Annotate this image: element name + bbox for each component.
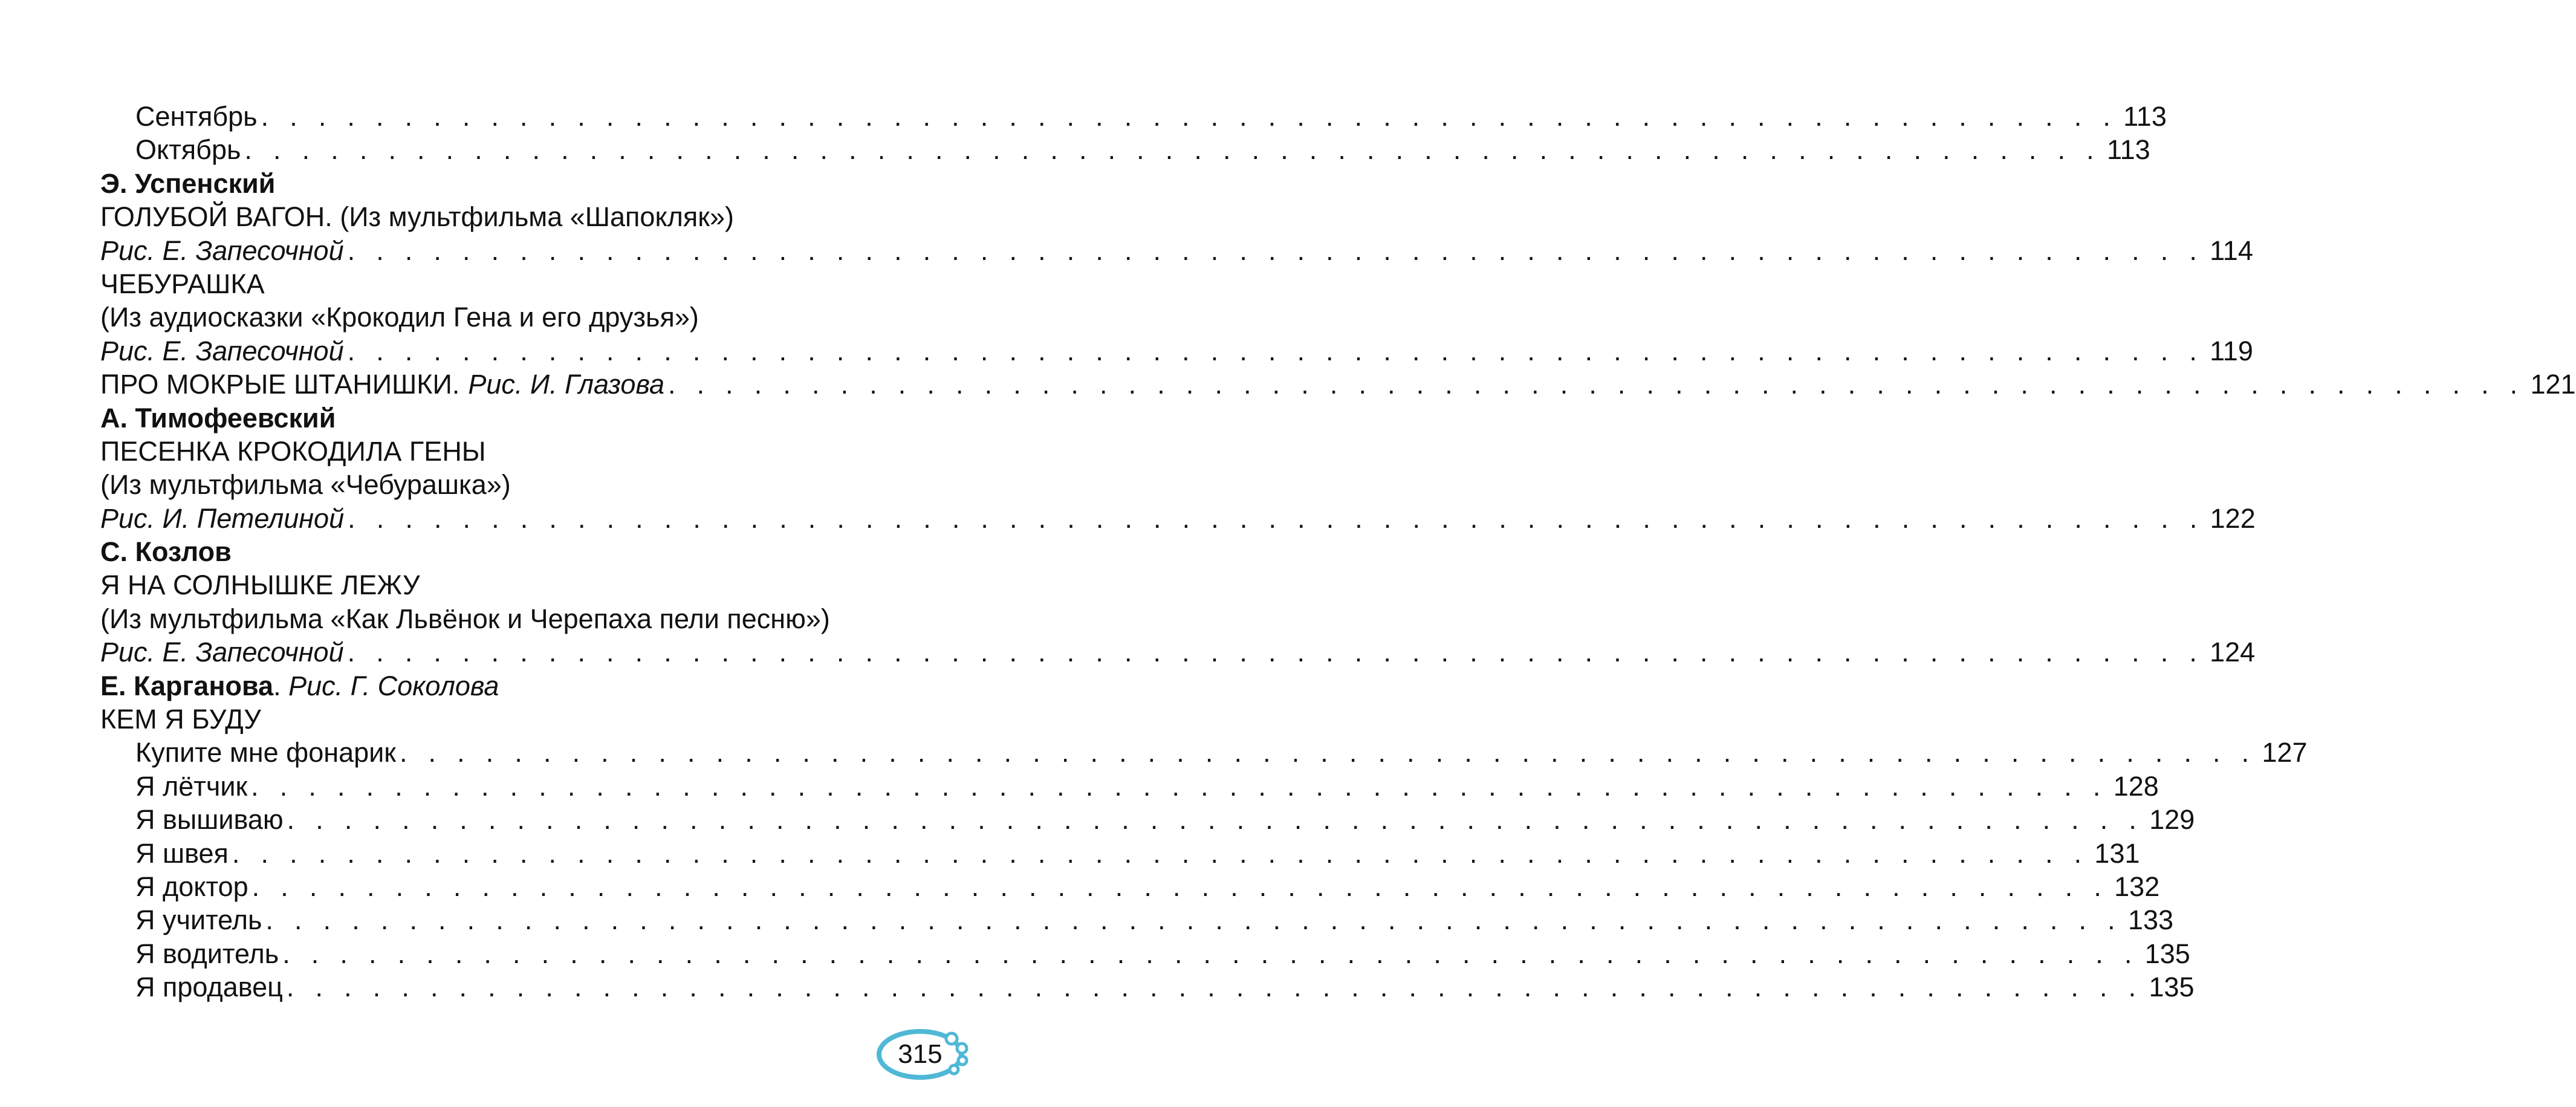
page-ref: 119 xyxy=(2210,335,2253,366)
page-ref: 133 xyxy=(2127,904,2174,936)
page-ref: 121 xyxy=(2530,369,2576,400)
toc-entry[interactable] xyxy=(100,267,896,300)
entry-subtitle: (Из аудиосказки «Крокодил Гена и его друзья») xyxy=(100,302,699,333)
page-ref: 135 xyxy=(2144,938,2190,969)
author-separator: . xyxy=(273,670,289,701)
toc-entry[interactable] xyxy=(100,736,2308,769)
illustrator-credit: Рис. И. Глазова xyxy=(468,369,664,400)
dot-leader: . . . . . . . . . . . . . . . . . . . . . . . . . . . . . . . . . . . . . . . . . . . . . . . . . . . . . . . . . . . . . . . . . xyxy=(251,770,2107,802)
toc-entry[interactable] xyxy=(100,903,2174,937)
illustrator-credit: Рис. Е. Запесочной xyxy=(100,335,344,366)
author-name: Э. Успенский xyxy=(100,167,276,199)
page-ref: 132 xyxy=(2114,871,2160,902)
page-ref: 124 xyxy=(2210,637,2256,668)
entry-subtitle-line xyxy=(100,602,896,635)
entry-subtitle: (Из мультфильма «Как Львёнок и Черепаха пели песню») xyxy=(100,603,830,634)
page-number-badge xyxy=(877,1025,973,1083)
toc-entry[interactable] xyxy=(100,368,2576,401)
toc-entry[interactable] xyxy=(100,870,2160,903)
author-heading xyxy=(100,401,896,435)
dot-leader: . . . . . . . . . . . . . . . . . . . . . . . . . . . . . . . . . . . . . . . . . . . . . . . . . . . . . . . . . . . . . . . . . xyxy=(232,837,2089,869)
author-name: С. Козлов xyxy=(100,536,232,568)
entry-title: Я учитель xyxy=(135,904,262,936)
entry-subtitle: (Из мультфильма «Чебурашка») xyxy=(100,469,511,501)
illustrator-credit: Рис. Г. Соколова xyxy=(288,670,499,701)
author-heading xyxy=(100,167,896,200)
toc-entry[interactable] xyxy=(100,970,2195,1004)
author-name: А. Тимофеевский xyxy=(100,402,336,433)
toc-entry[interactable] xyxy=(100,200,896,233)
entry-title: Октябрь xyxy=(135,134,241,166)
author-name: Е. Карганова xyxy=(100,670,274,701)
page-ref: 122 xyxy=(2210,502,2256,534)
dot-leader: . . . . . . . . . . . . . . . . . . . . . . . . . . . . . . . . . . . . . . . . . . . . . . . . . . . . . . . . . . . . . . . . . xyxy=(348,502,2204,534)
entry-title: КЕМ Я БУДУ xyxy=(100,704,261,735)
toc-entry[interactable] xyxy=(100,937,2190,970)
dot-leader: . . . . . . . . . . . . . . . . . . . . . . . . . . . . . . . . . . . . . . . . . . . . . . . . . . . . . . . . . . . . . . . . . xyxy=(244,134,2101,166)
toc-entry[interactable] xyxy=(100,234,2253,267)
entry-title: Купите мне фонарик xyxy=(135,737,396,768)
page-ref: 113 xyxy=(2106,134,2150,166)
entry-title: Я доктор xyxy=(135,871,248,902)
toc-entry[interactable] xyxy=(100,837,2140,870)
dot-leader: . . . . . . . . . . . . . . . . . . . . . . . . . . . . . . . . . . . . . . . . . . . . . . . . . . . . . . . . . . . . . . . . . xyxy=(347,637,2204,668)
dot-leader: . . . . . . . . . . . . . . . . . . . . . . . . . . . . . . . . . . . . . . . . . . . . . . . . . . . . . . . . . . . . . . . . . xyxy=(287,804,2144,836)
toc-entry[interactable] xyxy=(100,803,2195,836)
page-ref: 131 xyxy=(2094,837,2140,869)
toc-entry[interactable] xyxy=(100,770,2159,803)
dot-leader: . . . . . . . . . . . . . . . . . . . . . . . . . . . . . . . . . . . . . . . . . . . . . . . . . . . . . . . . . . . . . . . . . xyxy=(265,904,2122,936)
page-ref: 128 xyxy=(2113,770,2159,802)
illustrator-credit: Рис. Е. Запесочной xyxy=(100,637,344,668)
entry-title: ПРО МОКРЫЕ ШТАНИШКИ. xyxy=(100,369,460,400)
author-heading xyxy=(100,669,896,703)
toc-entry[interactable] xyxy=(100,133,2150,166)
dot-leader: . . . . . . . . . . . . . . . . . . . . . . . . . . . . . . . . . . . . . . . . . . . . . . . . . . . . . . . . . . . . . . . . . xyxy=(347,235,2204,266)
toc-entry[interactable] xyxy=(100,100,2167,133)
dot-leader: . . . . . . . . . . . . . . . . . . . . . . . . . . . . . . . . . . . . . . . . . . . . . . . . . . . . . . . . . . . . . . . . . xyxy=(399,737,2256,768)
entry-title: Я водитель xyxy=(135,938,279,969)
toc-entry[interactable] xyxy=(100,568,896,602)
toc-entry[interactable] xyxy=(100,334,2253,368)
toc-entry[interactable] xyxy=(100,635,2256,669)
page-ref: 135 xyxy=(2149,972,2195,1003)
entry-title: Я лётчик xyxy=(135,770,248,802)
dot-leader: . . . . . . . . . . . . . . . . . . . . . . . . . . . . . . . . . . . . . . . . . . . . . . . . . . . . . . . . . . . . . . . . . xyxy=(667,369,2525,400)
entry-title: ГОЛУБОЙ ВАГОН. (Из мультфильма «Шапокляк») xyxy=(100,201,734,233)
entry-title: Я вышиваю xyxy=(135,804,284,836)
dot-leader: . . . . . . . . . . . . . . . . . . . . . . . . . . . . . . . . . . . . . . . . . . . . . . . . . . . . . . . . . . . . . . . . . xyxy=(282,938,2139,969)
entry-title: Сентябрь xyxy=(135,101,258,132)
toc-entry[interactable] xyxy=(100,435,896,468)
dot-leader: . . . . . . . . . . . . . . . . . . . . . . . . . . . . . . . . . . . . . . . . . . . . . . . . . . . . . . . . . . . . . . . . . xyxy=(347,335,2204,366)
page-ref: 127 xyxy=(2262,737,2308,768)
page-ref: 129 xyxy=(2149,804,2195,836)
dot-leader: . . . . . . . . . . . . . . . . . . . . . . . . . . . . . . . . . . . . . . . . . . . . . . . . . . . . . . . . . . . . . . . . . xyxy=(251,871,2109,902)
entry-title: ЧЕБУРАШКА xyxy=(100,268,265,299)
toc-entry[interactable] xyxy=(100,502,2256,535)
entry-title: Я швея xyxy=(135,837,229,869)
author-heading xyxy=(100,535,896,568)
entry-title: Я НА СОЛНЫШКЕ ЛЕЖУ xyxy=(100,570,420,601)
dot-leader: . . . . . . . . . . . . . . . . . . . . . . . . . . . . . . . . . . . . . . . . . . . . . . . . . . . . . . . . . . . . . . . . . xyxy=(261,101,2118,132)
dot-leader: . . . . . . . . . . . . . . . . . . . . . . . . . . . . . . . . . . . . . . . . . . . . . . . . . . . . . . . . . . . . . . . . . xyxy=(286,972,2143,1003)
entry-title: ПЕСЕНКА КРОКОДИЛА ГЕНЫ xyxy=(100,435,486,467)
page-number: 315 xyxy=(898,1039,942,1069)
entry-subtitle-line xyxy=(100,300,896,334)
entry-subtitle-line xyxy=(100,468,896,501)
page-ref: 114 xyxy=(2210,235,2253,266)
table-of-contents xyxy=(100,100,2576,1004)
illustrator-credit: Рис. И. Петелиной xyxy=(100,502,345,534)
toc-entry[interactable] xyxy=(100,703,896,736)
illustrator-credit: Рис. Е. Запесочной xyxy=(100,235,344,266)
entry-title: Я продавец xyxy=(135,972,283,1003)
page-ref: 113 xyxy=(2123,101,2167,132)
